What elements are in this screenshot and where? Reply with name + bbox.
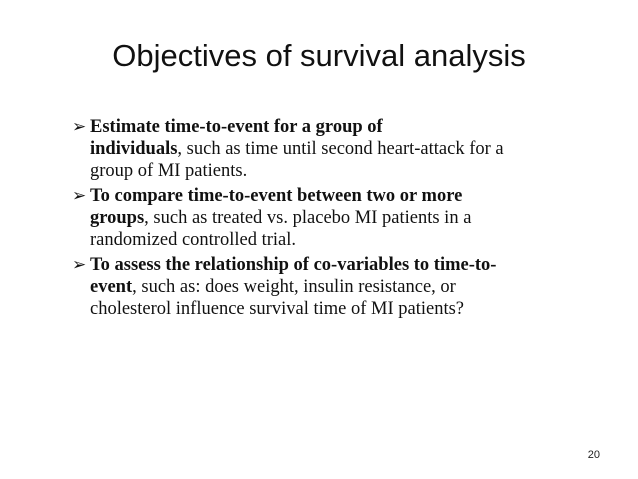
bullet-line [90,276,572,298]
bullet-line: Estimate time-to-event for a group of [90,117,383,137]
bullet-item-assess [72,254,572,320]
bullet-item-compare [72,185,572,251]
bullet-line [90,207,572,229]
bullet-bold-text: groups [90,208,145,228]
bullet-text: , such as time until second heart-attack for a [177,139,504,159]
bullet-line: group of MI patients. [90,161,248,181]
arrow-bullet-icon: ➢ [72,117,87,137]
page-number: 20 [587,449,600,461]
slide-title: Objectives of survival analysis [112,38,526,73]
bullet-line: To compare time-to-event between two or more [90,186,463,206]
arrow-bullet-icon: ➢ [72,255,87,275]
bullet-list [72,116,572,323]
bullet-text: , such as: does weight, insulin resistance, or [132,277,456,297]
bullet-item-estimate [72,116,572,182]
bullet-line: To assess the relationship of co-variables to time-to- [90,255,497,275]
bullet-text: , such as treated vs. placebo MI patients in a [144,208,472,228]
bullet-line [90,138,572,160]
bullet-bold-text: event [90,277,133,297]
arrow-bullet-icon: ➢ [72,186,87,206]
bullet-line: randomized controlled trial. [90,230,296,250]
bullet-line: cholesterol influence survival time of MI patients? [90,299,464,319]
bullet-bold-text: individuals [90,139,178,159]
